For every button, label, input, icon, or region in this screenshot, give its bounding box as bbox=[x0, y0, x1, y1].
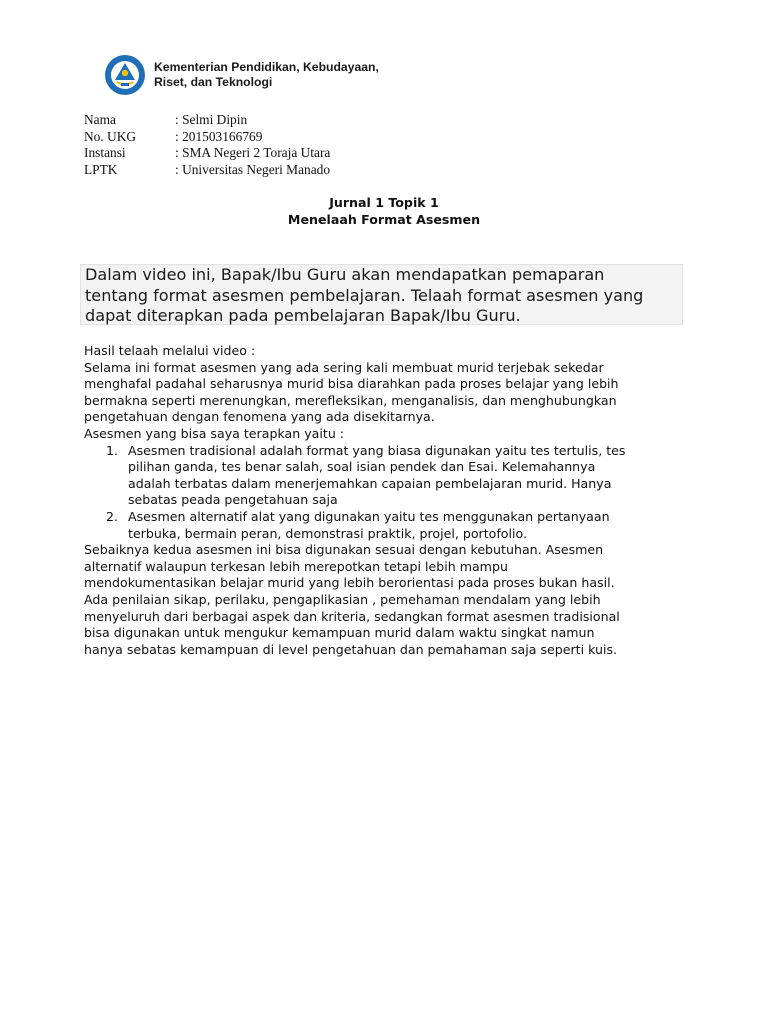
list-item-number: 2. bbox=[106, 508, 119, 524]
ministry-header bbox=[104, 54, 379, 96]
identity-row-no-ukg bbox=[84, 129, 330, 146]
paragraph-line: bermakna seperti merenungkan, merefleksikan, menganalisis, dan menghubungkan bbox=[84, 392, 617, 408]
paragraph-line: hanya sebatas kemampuan di level pengetahuan dan pemahaman saja seperti kuis. bbox=[84, 641, 618, 657]
paragraph-line: Sebaiknya kedua asesmen ini bisa digunakan sesuai dengan kebutuhan. Asesmen bbox=[84, 542, 604, 558]
identity-label: LPTK bbox=[84, 162, 118, 178]
closing-paragraph bbox=[84, 542, 684, 658]
paragraph-line: bisa digunakan untuk mengukur kemampuan murid dalam waktu singkat namun bbox=[84, 625, 595, 641]
journal-body bbox=[84, 343, 684, 658]
list-item-text bbox=[128, 443, 625, 509]
title-line1: Jurnal 1 Topik 1 bbox=[329, 195, 439, 210]
tut-wuri-handayani-logo-icon bbox=[104, 54, 146, 96]
identity-label: Instansi bbox=[84, 145, 126, 161]
list-item-line: pilihan ganda, tes benar salah, soal isian pendek dan Esai. Kelemahannya bbox=[128, 459, 596, 475]
list-item-line: Asesmen alternatif alat yang digunakan yaitu tes menggunakan pertanyaan bbox=[128, 508, 610, 524]
paragraph-line: menghafal padahal seharusnya murid bisa diarahkan pada proses belajar yang lebih bbox=[84, 376, 619, 392]
identity-row-nama bbox=[84, 112, 330, 129]
ministry-name-line1: Kementerian Pendidikan, Kebudayaan, bbox=[154, 60, 379, 74]
ministry-name-line2: Riset, dan Teknologi bbox=[154, 75, 273, 89]
paragraph-line: mendokumentasikan belajar murid yang lebih berorientasi pada proses bukan hasil. bbox=[84, 575, 615, 591]
paragraph-line: menyeluruh dari berbagai aspek dan kriteria, sedangkan format asesmen tradisional bbox=[84, 608, 620, 624]
body-heading: Hasil telaah melalui video : bbox=[84, 343, 256, 358]
ministry-name bbox=[154, 60, 379, 90]
paragraph-line: Selama ini format asesmen yang ada sering kali membuat murid terjebak sekedar bbox=[84, 359, 604, 375]
identity-value: : Universitas Negeri Manado bbox=[175, 162, 331, 178]
page-title bbox=[0, 195, 768, 228]
list-item bbox=[84, 509, 684, 542]
identity-table bbox=[84, 112, 330, 179]
task-line: tentang format asesmen pembelajaran. Telaah format asesmen yang bbox=[85, 285, 644, 305]
list-item-text bbox=[128, 509, 610, 542]
list-item-line: Asesmen tradisional adalah format yang biasa digunakan yaitu tes tertulis, tes bbox=[128, 442, 626, 458]
list-item bbox=[84, 443, 684, 509]
identity-label: Nama bbox=[84, 112, 116, 127]
task-line: dapat diterapkan pada pembelajaran Bapak/Ibu Guru. bbox=[85, 306, 521, 326]
identity-row-lptk bbox=[84, 162, 330, 179]
identity-value: : 201503166769 bbox=[175, 128, 263, 144]
task-line: Dalam video ini, Bapak/Ibu Guru akan mendapatkan pemaparan bbox=[85, 265, 605, 284]
list-item-line: adalah terbatas dalam menerjemahkan capaian pembelajaran murid. Hanya bbox=[128, 475, 612, 491]
list-item-line: terbuka, bermain peran, demonstrasi praktik, projel, portofolio. bbox=[128, 525, 527, 541]
identity-value: : Selmi Dipin bbox=[175, 112, 248, 127]
list-intro: Asesmen yang bisa saya terapkan yaitu : bbox=[84, 425, 345, 441]
identity-row-instansi bbox=[84, 145, 330, 162]
assessment-list bbox=[84, 443, 684, 543]
paragraph-line: Ada penilaian sikap, perilaku, pengaplikasian , pemehaman mendalam yang lebih bbox=[84, 591, 601, 607]
identity-value: : SMA Negeri 2 Toraja Utara bbox=[175, 145, 331, 161]
list-item-line: sebatas peada pengetahuan saja bbox=[128, 492, 338, 508]
list-item-number: 1. bbox=[106, 442, 119, 458]
paragraph-line: alternatif walaupun terkesan lebih merepotkan tetapi lebih mampu bbox=[84, 558, 508, 574]
paragraph-line: pengetahuan dengan fenomena yang ada disekitarnya. bbox=[84, 409, 435, 425]
intro-paragraph bbox=[84, 360, 684, 426]
title-line2: Menelaah Format Asesmen bbox=[287, 211, 481, 227]
task-instruction-box bbox=[80, 264, 683, 325]
identity-label: No. UKG bbox=[84, 128, 137, 144]
